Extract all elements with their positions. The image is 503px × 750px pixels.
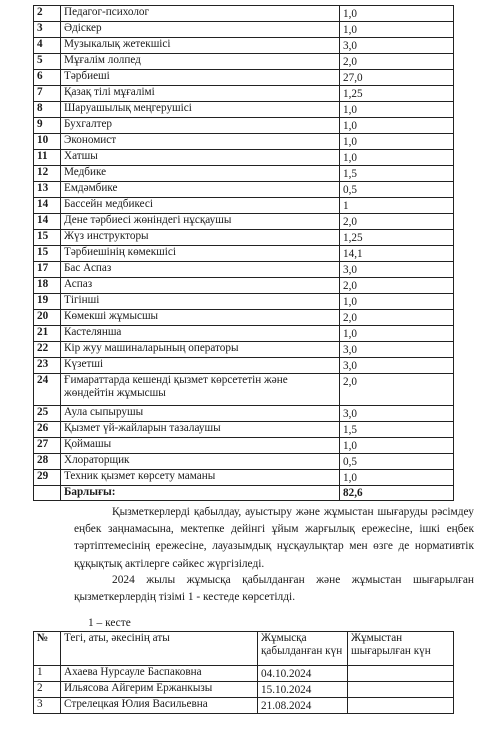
- employee-number: 3: [34, 698, 61, 714]
- position-name: Бас Аспаз: [61, 262, 340, 278]
- position-name: Ғимараттарда кешенді қызмет көрсететін және жөндейтін жұмысшы: [61, 374, 340, 406]
- table-row: [34, 278, 454, 294]
- row-number: 14: [34, 198, 61, 214]
- row-number: 2: [34, 6, 61, 22]
- table-row: [34, 326, 454, 342]
- employee-full-name: Стрелецкая Юлия Васильевна: [61, 698, 258, 714]
- employee-table-body: [34, 666, 454, 714]
- row-number: 21: [34, 326, 61, 342]
- table-row: [34, 6, 454, 22]
- row-number: 15: [34, 246, 61, 262]
- table-row: [34, 102, 454, 118]
- table-row: [34, 214, 454, 230]
- row-number: 4: [34, 38, 61, 54]
- row-number: 26: [34, 422, 61, 438]
- employee-number: 1: [34, 666, 61, 682]
- header-dismissed-date: Жұмыстан шығарылған күн: [348, 632, 454, 666]
- employee-dismissed-date: [348, 682, 454, 698]
- table-row: [34, 262, 454, 278]
- staff-units: 1,0: [340, 326, 454, 342]
- table-row: [34, 38, 454, 54]
- staff-units: 3,0: [340, 38, 454, 54]
- staff-units: 1,0: [340, 134, 454, 150]
- employee-table-header: [34, 632, 454, 666]
- position-name: Дене тәрбиесі жөніндегі нұсқаушы: [61, 214, 340, 230]
- position-name: Қызмет үй-жайларын тазалаушы: [61, 422, 340, 438]
- row-number: 18: [34, 278, 61, 294]
- position-name: Әдіскер: [61, 22, 340, 38]
- position-name: Қоймашы: [61, 438, 340, 454]
- row-number: 12: [34, 166, 61, 182]
- row-number: 25: [34, 406, 61, 422]
- table-row: [34, 470, 454, 486]
- position-name: Көмекші жұмысшы: [61, 310, 340, 326]
- header-hired-date: Жұмысқа қабылданған күн: [258, 632, 348, 666]
- staff-units: 1,5: [340, 166, 454, 182]
- total-value: 82,6: [340, 486, 454, 501]
- staff-units: 0,5: [340, 182, 454, 198]
- position-name: Хлораторщик: [61, 454, 340, 470]
- position-name: Бассейн медбикесі: [61, 198, 340, 214]
- table-row: [34, 682, 454, 698]
- total-number-cell: [34, 486, 61, 501]
- staff-units: 1,0: [340, 6, 454, 22]
- employee-full-name: Ильясова Айгерим Ержанкызы: [61, 682, 258, 698]
- staff-units: 1,5: [340, 422, 454, 438]
- table-row: [34, 182, 454, 198]
- row-number: 28: [34, 454, 61, 470]
- row-number: 7: [34, 86, 61, 102]
- total-label: Барлығы:: [61, 486, 340, 501]
- staff-units: 3,0: [340, 262, 454, 278]
- staff-units: 1,0: [340, 102, 454, 118]
- position-name: Кір жуу машиналарының операторы: [61, 342, 340, 358]
- table-row: [34, 666, 454, 682]
- staff-units: 1,25: [340, 86, 454, 102]
- position-name: Кастелянша: [61, 326, 340, 342]
- position-name: Экономист: [61, 134, 340, 150]
- staff-units: 3,0: [340, 406, 454, 422]
- position-name: Тәрбиешінің көмекшісі: [61, 246, 340, 262]
- row-number: 10: [34, 134, 61, 150]
- staff-units: 1,0: [340, 22, 454, 38]
- table-row: [34, 198, 454, 214]
- table-row: [34, 698, 454, 714]
- row-number: 23: [34, 358, 61, 374]
- table-row: [34, 406, 454, 422]
- table-row: [34, 166, 454, 182]
- row-number: 11: [34, 150, 61, 166]
- table-row: [34, 22, 454, 38]
- employee-hired-date: 04.10.2024: [258, 666, 348, 682]
- table-caption: 1 – кесте: [88, 617, 131, 629]
- table-row: [34, 310, 454, 326]
- row-number: 13: [34, 182, 61, 198]
- employee-list-paragraph: 2024 жылы жұмысқа қабылданған және жұмыстан шығарылған қызметкерлердің тізімі 1 - кестеде көрсетілді.: [74, 574, 474, 604]
- position-name: Хатшы: [61, 150, 340, 166]
- table-row: [34, 246, 454, 262]
- employee-dismissed-date: [348, 698, 454, 714]
- row-number: 9: [34, 118, 61, 134]
- staff-units: 3,0: [340, 342, 454, 358]
- staff-units: 0,5: [340, 454, 454, 470]
- position-name: Жүз инструкторы: [61, 230, 340, 246]
- staff-units: 2,0: [340, 374, 454, 406]
- table-row: [34, 230, 454, 246]
- table-row: [34, 54, 454, 70]
- row-number: 15: [34, 230, 61, 246]
- position-name: Аспаз: [61, 278, 340, 294]
- employee-changes-table: [33, 631, 454, 714]
- header-number: №: [34, 632, 61, 666]
- staff-units: 1,0: [340, 438, 454, 454]
- row-number: 17: [34, 262, 61, 278]
- staff-units: 1,0: [340, 150, 454, 166]
- position-name: Бухгалтер: [61, 118, 340, 134]
- staff-units: 1,25: [340, 230, 454, 246]
- staff-units: 1,0: [340, 118, 454, 134]
- table-row: [34, 422, 454, 438]
- position-name: Педагог-психолог: [61, 6, 340, 22]
- staffing-policy-paragraph: Қызметкерлерді қабылдау, ауыстыру және жұмыстан шығаруды рәсімдеу еңбек заңнамасына, мектепке дейінгі ұйым жарғылық ережесіне, ішкі еңбек тәртіптемесінің ережесіне, лауазымдық нұсқаулықтар мен өзге де нормативтік құқықтық актілерге сәйкес жүргізіледі.: [74, 506, 474, 570]
- row-number: 27: [34, 438, 61, 454]
- table-row: [34, 438, 454, 454]
- staff-units: 2,0: [340, 278, 454, 294]
- staff-units: 14,1: [340, 246, 454, 262]
- table-row: [34, 70, 454, 86]
- staff-total-row: [34, 486, 454, 501]
- employee-hired-date: 21.08.2024: [258, 698, 348, 714]
- employee-full-name: Ахаева Нурсауле Баспаковна: [61, 666, 258, 682]
- row-number: 8: [34, 102, 61, 118]
- position-name: Аула сыпырушы: [61, 406, 340, 422]
- position-name: Мұғалім лолпед: [61, 54, 340, 70]
- row-number: 6: [34, 70, 61, 86]
- header-full-name: Тегі, аты, әкесінің аты: [61, 632, 258, 666]
- employee-dismissed-date: [348, 666, 454, 682]
- staff-table-body: [34, 6, 454, 501]
- table-row: [34, 86, 454, 102]
- staff-units: 2,0: [340, 310, 454, 326]
- table-row: [34, 374, 454, 406]
- table-row: [34, 342, 454, 358]
- staff-units: 1,0: [340, 470, 454, 486]
- table-row: [34, 358, 454, 374]
- employee-hired-date: 15.10.2024: [258, 682, 348, 698]
- staff-units: 1,0: [340, 294, 454, 310]
- staff-units: 2,0: [340, 214, 454, 230]
- position-name: Тігінші: [61, 294, 340, 310]
- row-number: 19: [34, 294, 61, 310]
- table-row: [34, 118, 454, 134]
- row-number: 20: [34, 310, 61, 326]
- row-number: 5: [34, 54, 61, 70]
- row-number: 14: [34, 214, 61, 230]
- row-number: 3: [34, 22, 61, 38]
- staff-positions-table: [33, 5, 454, 501]
- position-name: Шаруашылық меңгерушісі: [61, 102, 340, 118]
- position-name: Күзетші: [61, 358, 340, 374]
- employee-number: 2: [34, 682, 61, 698]
- position-name: Медбике: [61, 166, 340, 182]
- row-number: 24: [34, 374, 61, 406]
- position-name: Музыкалық жетекшісі: [61, 38, 340, 54]
- staff-units: 1: [340, 198, 454, 214]
- position-name: Қазақ тілі мұғалімі: [61, 86, 340, 102]
- table-row: [34, 150, 454, 166]
- staff-units: 27,0: [340, 70, 454, 86]
- row-number: 22: [34, 342, 61, 358]
- position-name: Емдәмбике: [61, 182, 340, 198]
- staff-units: 3,0: [340, 358, 454, 374]
- table-row: [34, 134, 454, 150]
- position-name: Тәрбиеші: [61, 70, 340, 86]
- staff-units: 2,0: [340, 54, 454, 70]
- row-number: 29: [34, 470, 61, 486]
- table-row: [34, 454, 454, 470]
- table-row: [34, 294, 454, 310]
- position-name: Техник қызмет көрсету маманы: [61, 470, 340, 486]
